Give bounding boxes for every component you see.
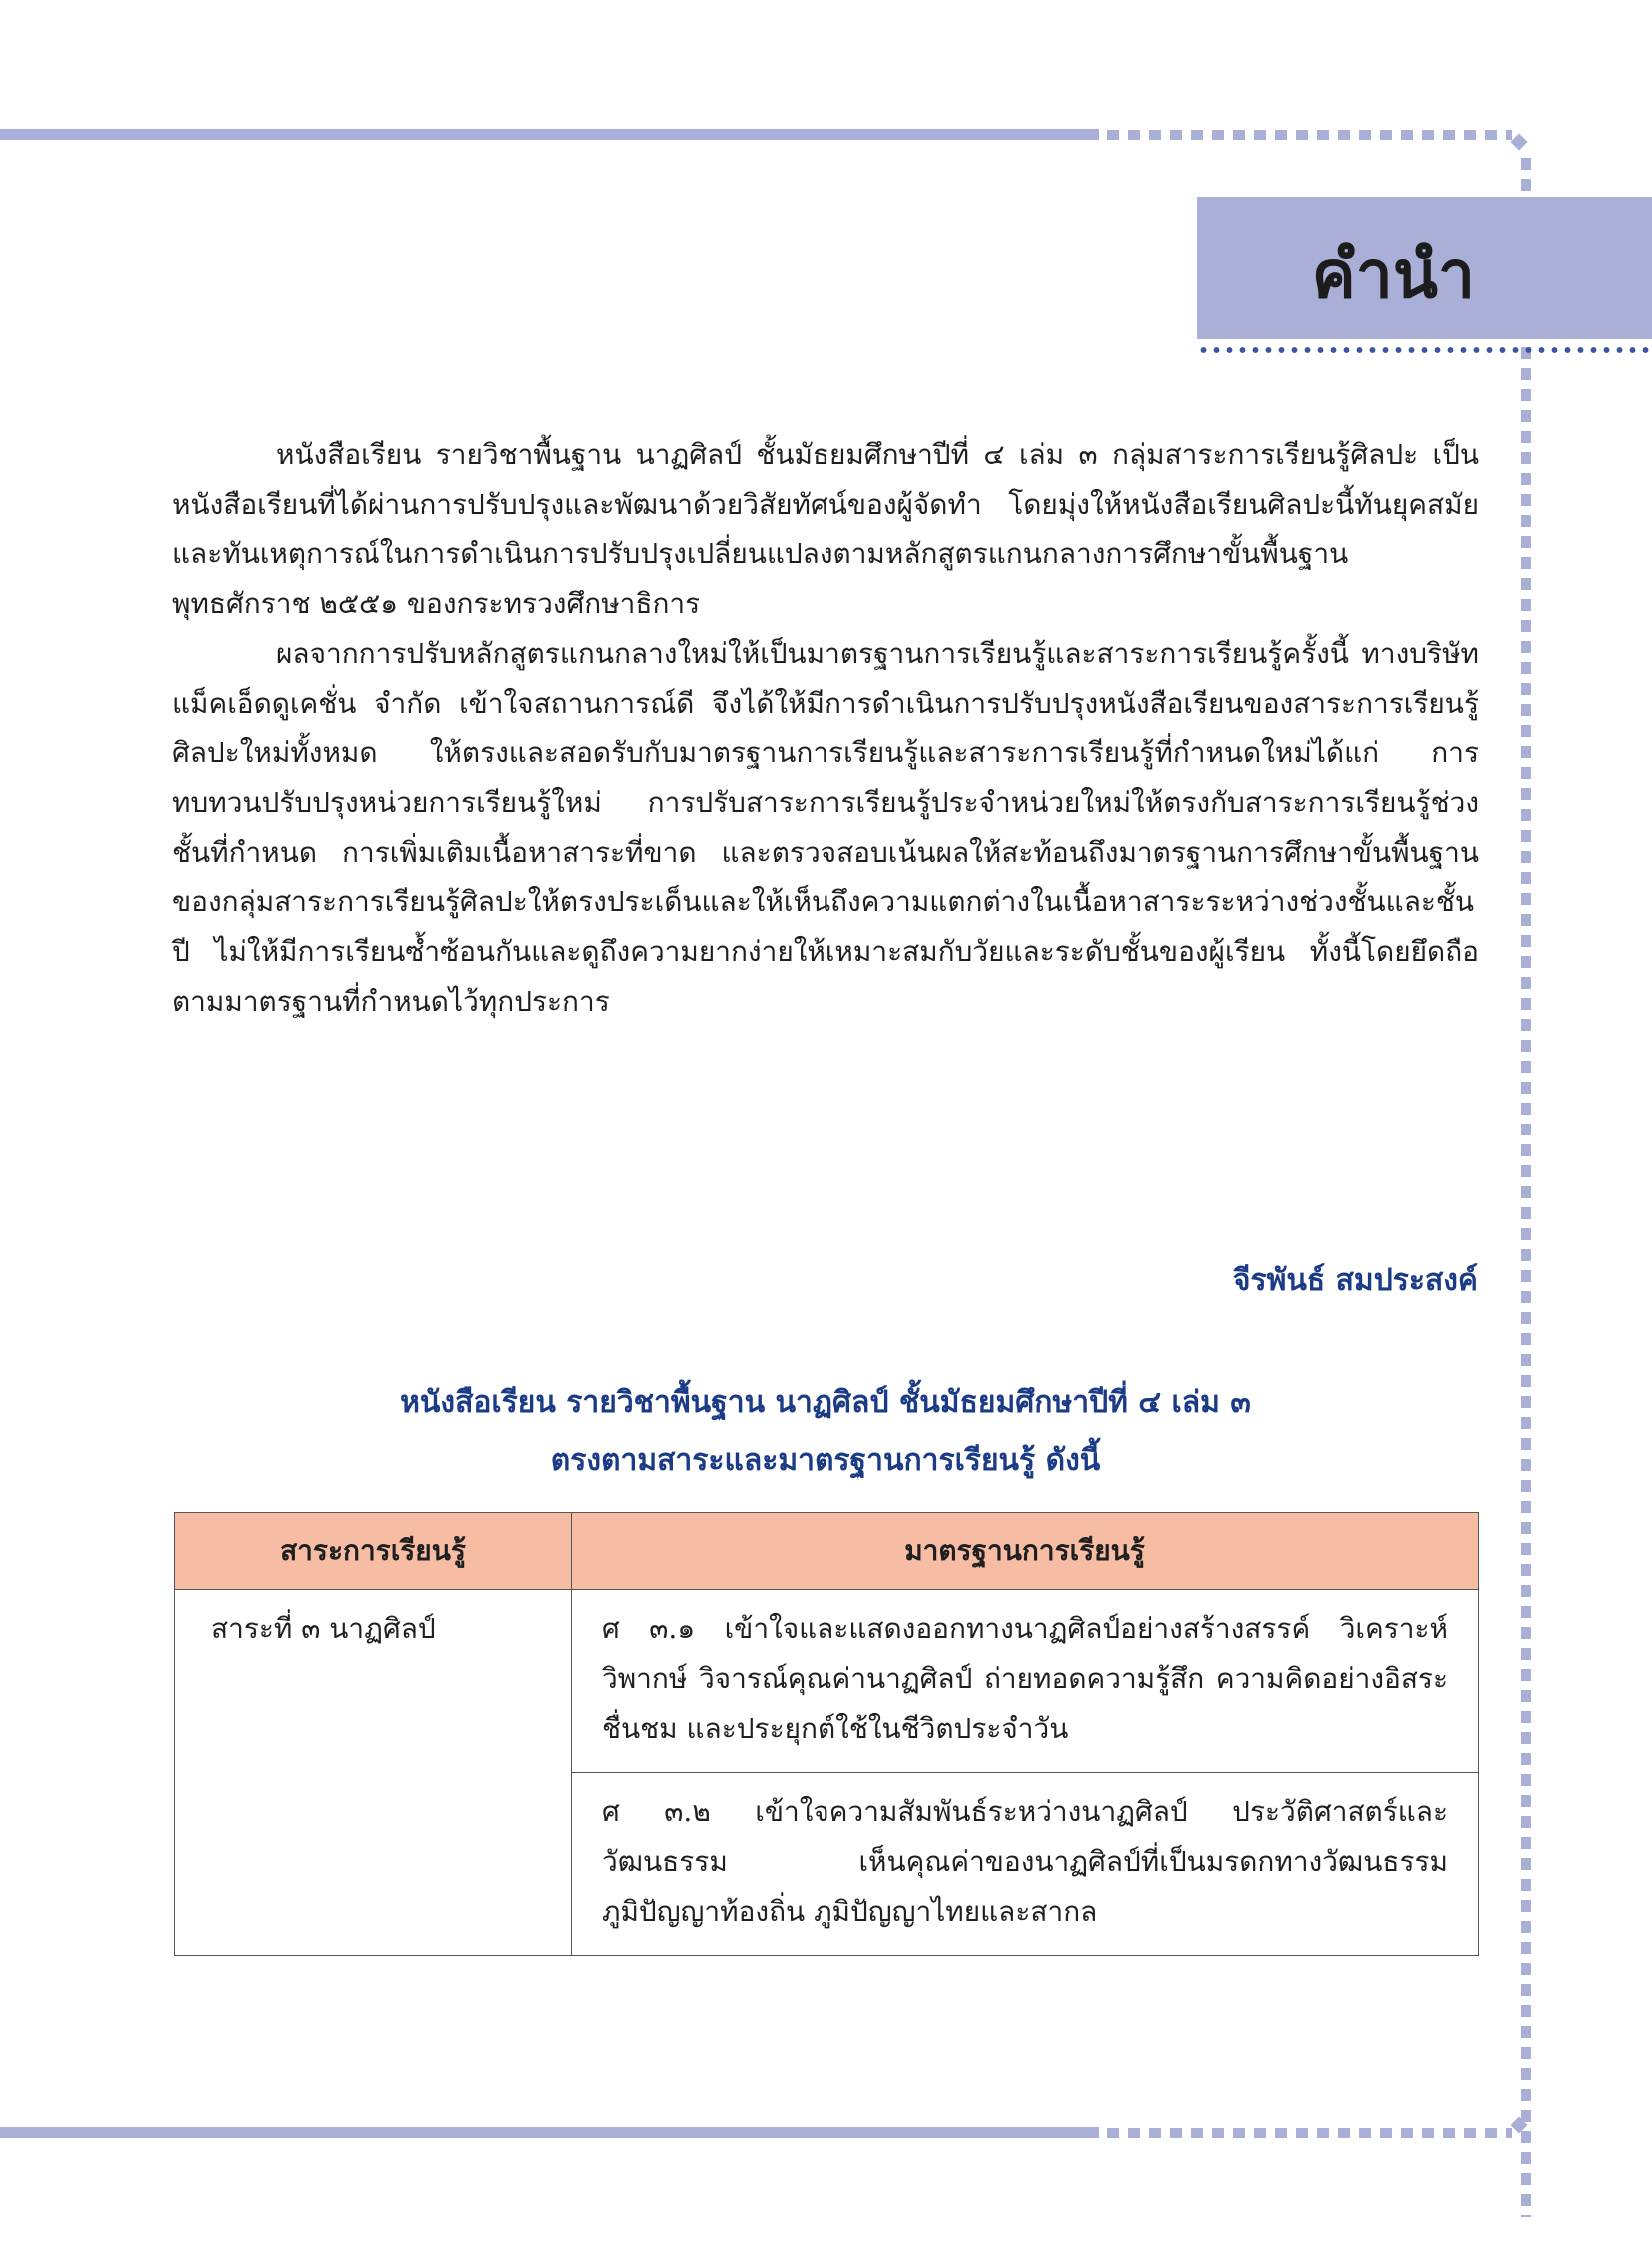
page-title: คำนำ (1311, 236, 1475, 313)
table-row (175, 1590, 1479, 1773)
right-border-dashes (1521, 158, 1531, 2217)
top-corner-ornament (1511, 134, 1528, 151)
table-caption-line1: หนังสือเรียน รายวิชาพื้นฐาน นาฏศิลป์ ชั้นมัธยมศึกษาปีที่ ๔ เล่ม ๓ (400, 1385, 1251, 1420)
header-strand: สาระการเรียนรู้ (175, 1513, 572, 1590)
table-caption-line2: ตรงตามสาระและมาตรฐานการเรียนรู้ ดังนี้ (550, 1443, 1101, 1478)
top-border-bar (0, 129, 1099, 140)
preface-body (172, 430, 1479, 1026)
header-standard: มาตรฐานการเรียนรู้ (572, 1513, 1479, 1590)
strand-cell: สาระที่ ๓ นาฏศิลป์ (175, 1590, 572, 1956)
standard-cell: ศ ๓.๒ เข้าใจความสัมพันธ์ระหว่างนาฏศิลป์ ประวัติศาสตร์และวัฒนธรรม เห็นคุณค่าของนาฏศิลป์ที่เป็นมรดกทางวัฒนธรรม ภูมิปัญญาท้องถิ่น ภูมิปัญญาไทยและสากล (572, 1773, 1479, 1956)
table-header-row (175, 1513, 1479, 1590)
paragraph: ผลจากการปรับหลักสูตรแกนกลางใหม่ให้เป็นมาตรฐานการเรียนรู้และสาระการเรียนรู้ครั้งนี้ ทางบริษัท แม็คเอ็ดดูเคชั่น จำกัด เข้าใจสถานการณ์ดี จึงได้ให้มีการดำเนินการปรับปรุงหนังสือเรียนของสาระการเรียนรู้ศิลปะใหม่ทั้งหมด ให้ตรงและสอดรับกับมาตรฐานการเรียนรู้และสาระการเรียนรู้ที่กำหนดใหม่ได้แก่ การทบทวนปรับปรุงหน่วยการเรียนรู้ใหม่ การปรับสาระการเรียนรู้ประจำหน่วยใหม่ให้ตรงกับสาระการเรียนรู้ช่วงชั้นที่กำหนด การเพิ่มเติมเนื้อหาสาระที่ขาด และตรวจสอบเน้นผลให้สะท้อนถึงมาตรฐานการศึกษาขั้นพื้นฐานของกลุ่มสาระการเรียนรู้ศิลปะให้ตรงประเด็นและให้เห็นถึงความแตกต่างในเนื้อหาสาระระหว่างช่วงชั้นและชั้นปี ไม่ให้มีการเรียนซ้ำซ้อนกันและดูถึงความยากง่ายให้เหมาะสมกับวัยและระดับชั้นของผู้เรียน ทั้งนี้โดยยึดถือตามมาตรฐานที่กำหนดไว้ทุกประการ (172, 636, 1479, 1018)
title-dotted-rule (1197, 347, 1652, 353)
standard-cell: ศ ๓.๑ เข้าใจและแสดงออกทางนาฏศิลป์อย่างสร้างสรรค์ วิเคราะห์วิพากษ์ วิจารณ์คุณค่านาฏศิลป์ ถ่ายทอดความรู้สึก ความคิดอย่างอิสระ ชื่นชม และประยุกต์ใช้ในชีวิตประจำวัน (572, 1590, 1479, 1773)
bottom-border-bar (0, 2127, 1099, 2138)
paragraph: หนังสือเรียน รายวิชาพื้นฐาน นาฏศิลป์ ชั้นมัธยมศึกษาปีที่ ๔ เล่ม ๓ กลุ่มสาระการเรียนรู้ศิลปะ เป็นหนังสือเรียนที่ได้ผ่านการปรับปรุงและพัฒนาด้วยวิสัยทัศน์ของผู้จัดทำ โดยมุ่งให้หนังสือเรียนศิลปะนี้ทันยุคสมัยและทันเหตุการณ์ในการดำเนินการปรับปรุงเปลี่ยนแปลงตามหลักสูตรแกนกลางการศึกษาขั้นพื้นฐาน พุทธศักราช ๒๕๕๑ ของกระทรวงศึกษาธิการ (172, 438, 1479, 621)
standards-table (174, 1512, 1479, 1956)
top-border-dashes (1107, 130, 1512, 140)
author-signature: จีรพันธ์ สมประสงค์ (1232, 1263, 1478, 1298)
bottom-border-dashes (1107, 2128, 1512, 2138)
